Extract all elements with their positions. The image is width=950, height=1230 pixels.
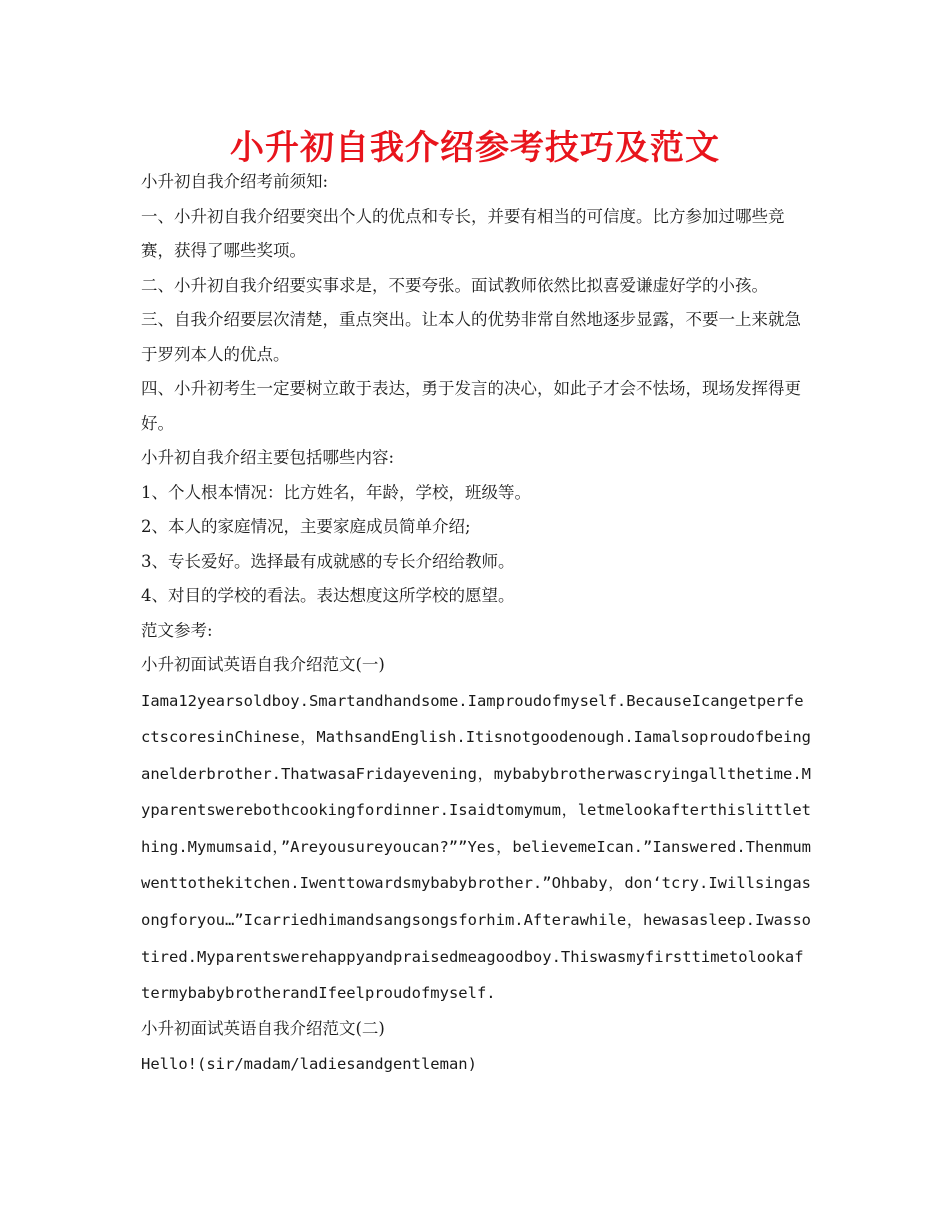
content-heading: 小升初自我介绍主要包括哪些内容:: [141, 448, 395, 467]
tip-1: 一、小升初自我介绍要突出个人的优点和专长，并要有相当的可信度。比方参加过哪些竞赛，获得了哪些奖项。: [141, 206, 785, 260]
sample-1-title: 小升初面试英语自我介绍范文(一): [141, 655, 385, 674]
sample-1-text: Iama12yearsoldboy.Smartandhandsome.Iamproudofmyself.BecauseIcangetperfectscoresinChinese，MathsandEnglish.Itisnotgoodenough.Iamalsoproudofbeinganelderbrother.ThatwasaFridayevening，mybabybrotherwascryingallthetime.Myparentswerebothcookingfordinner.Isaidtomymum，letmelookafterthislittlething.Mymumsaid，”Areyousureyoucan?””Yes，believemeIcan.”Ianswered.Thenmumwenttothekitchen.Iwenttowardsmybabybrother.”Ohbaby，don‘tcry.Iwillsingasongforyou…”Icarriedhimandsangsongsforhim.Afterawhile，hewasasleep.Iwassotired.Myparentswerehappyandpraisedmeagoodboy.ThiswasmyfirsttimetolookaftermybabybrotherandIfeelproudofmyself.: [141, 691, 811, 1003]
tip-4: 四、小升初考生一定要树立敢于表达，勇于发言的决心，如此子才会不怯场，现场发挥得更好。: [141, 379, 801, 433]
sample-heading: 范文参考:: [141, 620, 213, 640]
tip-3: 三、自我介绍要层次清楚，重点突出。让本人的优势非常自然地逐步显露，不要一上来就急于罗列本人的优点。: [141, 310, 801, 364]
content-item-4: 4、对目的学校的看法。表达想度这所学校的愿望。: [141, 586, 515, 605]
content-item-2: 2、本人的家庭情况，主要家庭成员简单介绍;: [141, 517, 471, 536]
document-title: 小升初自我介绍参考技巧及范文: [230, 128, 720, 168]
content-item-3: 3、专长爱好。选择最有成就感的专长介绍给教师。: [141, 551, 515, 571]
sample-2-text: Hello!(sir/madam/ladiesandgentleman): [141, 1055, 477, 1074]
intro-heading: 小升初自我介绍考前须知:: [141, 172, 329, 191]
sample-2-title: 小升初面试英语自我介绍范文(二): [141, 1018, 385, 1038]
document-body: [141, 165, 811, 1082]
content-item-1: 1、个人根本情况：比方姓名，年龄，学校，班级等。: [141, 482, 531, 502]
tip-2: 二、小升初自我介绍要实事求是，不要夸张。面试教师依然比拟喜爱谦虚好学的小孩。: [141, 275, 768, 295]
